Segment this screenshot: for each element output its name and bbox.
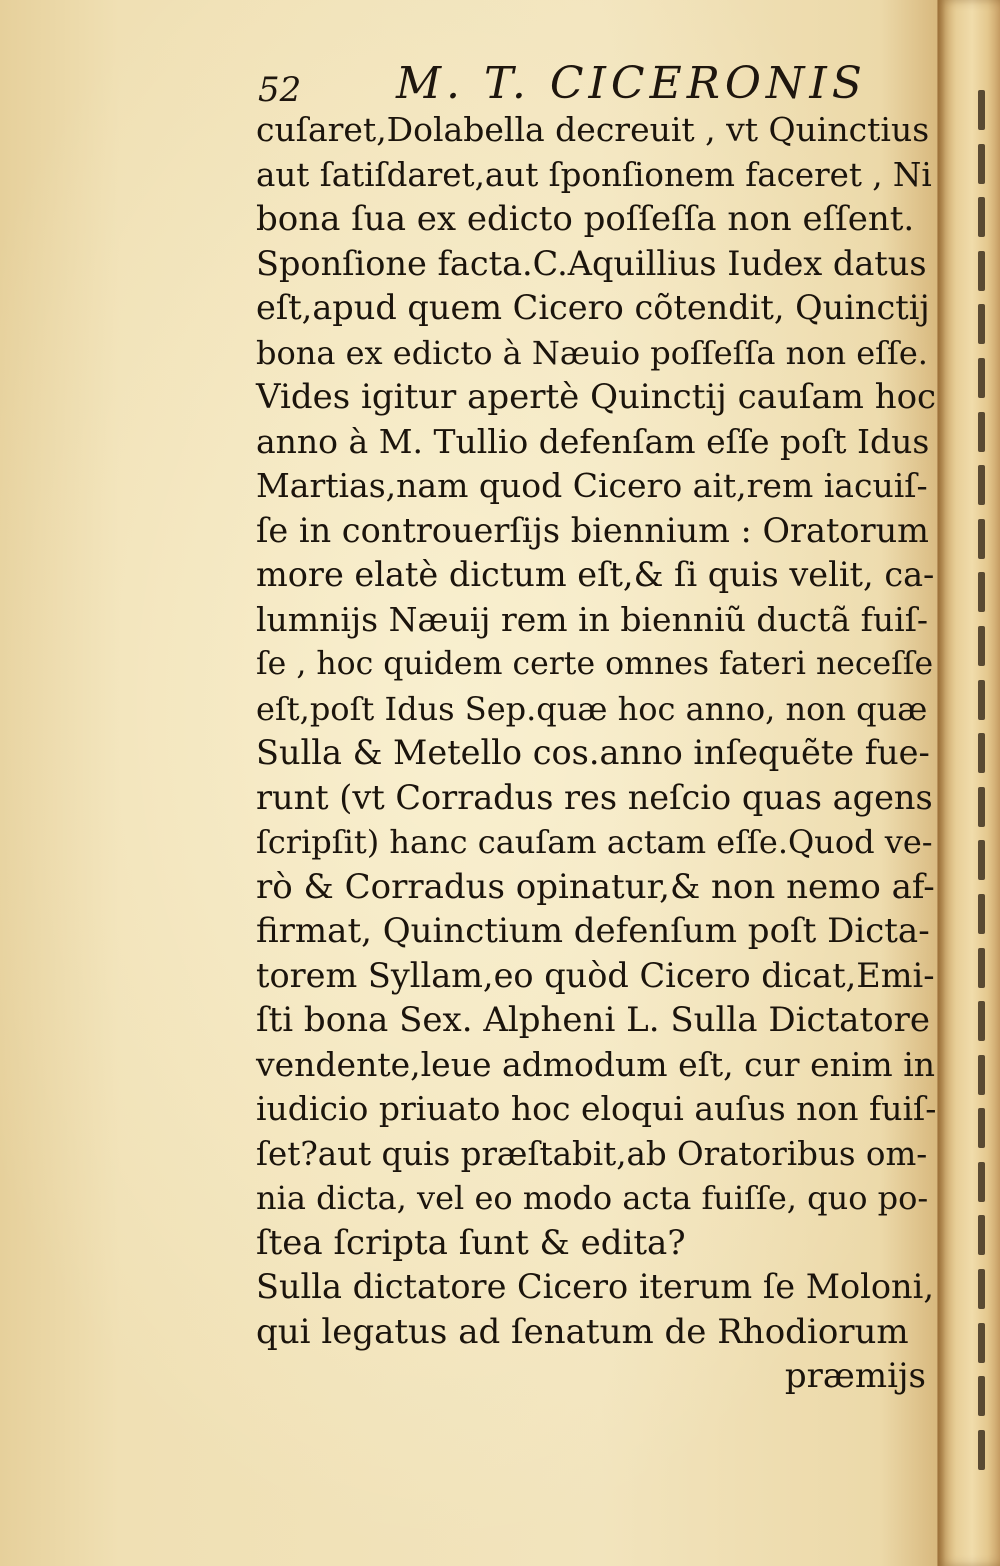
text-line: Martias,nam quod Cicero ait,rem iacuiſ-: [256, 466, 928, 505]
page-number: 52: [258, 70, 302, 110]
text-line: eſt,poſt Idus Sep.quæ hoc anno, non quæ: [256, 689, 928, 728]
text-line: ſe in controuerſijs biennium : Oratorum: [256, 510, 929, 550]
text-line: cuſaret,Dolabella decreuit , vt Quinctius: [256, 110, 930, 149]
text-line: iudicio priuato hoc eloqui auſus non fuiſ-: [256, 1089, 937, 1128]
text-line: anno à M. Tullio defenſam eſſe poſt Idus: [256, 421, 930, 461]
running-title: M. T. CICERONIS: [396, 58, 867, 109]
text-line: Sulla dictatore Cicero iterum ſe Moloni,: [256, 1267, 934, 1306]
text-line: bona ex edicto à Næuio poſſeſſa non eſſe.: [256, 333, 928, 372]
text-line: aut ſatiſdaret,aut ſponſionem faceret , Ni: [256, 155, 932, 194]
facing-page-text-fragments: [978, 90, 992, 1470]
text-line: nia dicta, vel eo modo acta fuiſſe, quo po-: [256, 1179, 929, 1217]
text-line: Sulla & Metello cos.anno inſequẽte fue-: [256, 733, 930, 772]
facing-page-edge: [938, 0, 1000, 1566]
text-line: qui legatus ad ſenatum de Rhodiorum: [256, 1311, 909, 1352]
text-line: ſti bona Sex. Alpheni L. Sulla Dictatore: [256, 1000, 930, 1040]
text-line: ſe , hoc quidem certe omnes fateri neceſſe: [256, 646, 934, 682]
text-line: firmat, Quinctium defenſum poſt Dicta-: [256, 911, 930, 951]
text-line: torem Syllam,eo quòd Cicero dicat,Emi-: [256, 955, 935, 995]
text-line: ſcripſit) hanc cauſam actam eſſe.Quod ve-: [256, 823, 933, 861]
catchword: præmijs: [784, 1356, 926, 1396]
text-line: rò & Corradus opinatur,& non nemo af-: [256, 866, 935, 907]
text-line: Sponſione facta.C.Aquillius Iudex datus: [256, 243, 927, 283]
text-line: ſet?aut quis præſtabit,ab Oratoribus om-: [256, 1134, 928, 1173]
text-line: runt (vt Corradus res neſcio quas agens: [256, 777, 933, 817]
text-line: bona ſua ex edicto poſſeſſa non eſſent.: [256, 199, 915, 239]
text-line: vendente,leue admodum eſt, cur enim in: [256, 1044, 935, 1084]
text-line: lumnijs Næuij rem in bienniũ ductã fuiſ-: [256, 599, 929, 639]
body-text: [256, 108, 936, 1399]
text-line: Vides igitur apertè Quinctij cauſam hoc: [256, 377, 937, 417]
text-line: ſtea ſcripta ſunt & edita?: [256, 1222, 686, 1263]
text-line: eſt,apud quem Cicero cõtendit, Quinctij: [256, 288, 930, 327]
text-line: more elatè dictum eſt,& ſi quis velit, ca-: [256, 555, 935, 594]
